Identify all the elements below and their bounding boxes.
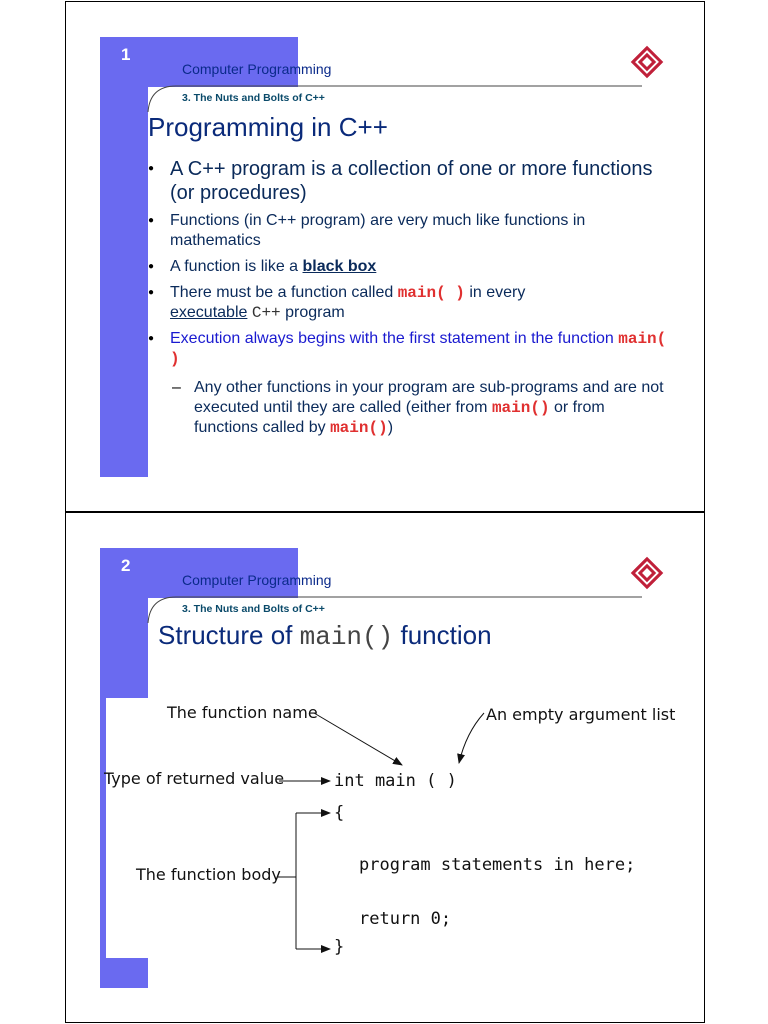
course-title: Computer Programming (182, 61, 332, 77)
slide-2 (65, 512, 705, 1023)
slide-1 (65, 1, 705, 512)
label-function-body: The function body (136, 865, 281, 884)
slide-title: Programming in C++ (148, 112, 388, 142)
university-logo-icon (629, 44, 665, 80)
bullet-item: ● A function is like a black box (148, 257, 678, 277)
code-close-brace: } (334, 937, 345, 957)
code-open-brace: { (334, 803, 345, 823)
code-signature: int main ( ) (334, 771, 457, 791)
diagram-arrows (66, 513, 705, 1023)
bullet-item: ● Execution always begins with the first statement in the function main( ) (148, 329, 678, 369)
code-return: return 0; (359, 909, 452, 929)
label-empty-args: An empty argument list (486, 705, 676, 724)
slide-number: 2 (121, 556, 131, 575)
sub-bullet: – Any other functions in your program are sub-programs and are not executed until they are called (either from main() or from functions called by main()) (172, 379, 664, 437)
black-box-link: black box (302, 258, 377, 275)
accent-bar-vertical (100, 37, 148, 477)
slide-number: 1 (121, 45, 131, 64)
label-return-type: Type of returned value (104, 769, 285, 788)
course-title: Computer Programming (182, 572, 332, 588)
label-function-name: The function name (167, 703, 318, 722)
slide-title: Structure of main() function (158, 620, 492, 652)
bullet-item: ● A C++ program is a collection of one or more functions (or procedures) (148, 157, 678, 205)
bullet-item: ● There must be a function called main( ) in every executable C++ program (148, 283, 678, 323)
section-title: 3. The Nuts and Bolts of C++ (182, 92, 325, 104)
section-title: 3. The Nuts and Bolts of C++ (182, 603, 325, 615)
code-statements: program statements in here; (359, 855, 636, 875)
bullet-list (148, 157, 678, 375)
bullet-item: ● Functions (in C++ program) are very much like functions in mathematics (148, 211, 678, 251)
